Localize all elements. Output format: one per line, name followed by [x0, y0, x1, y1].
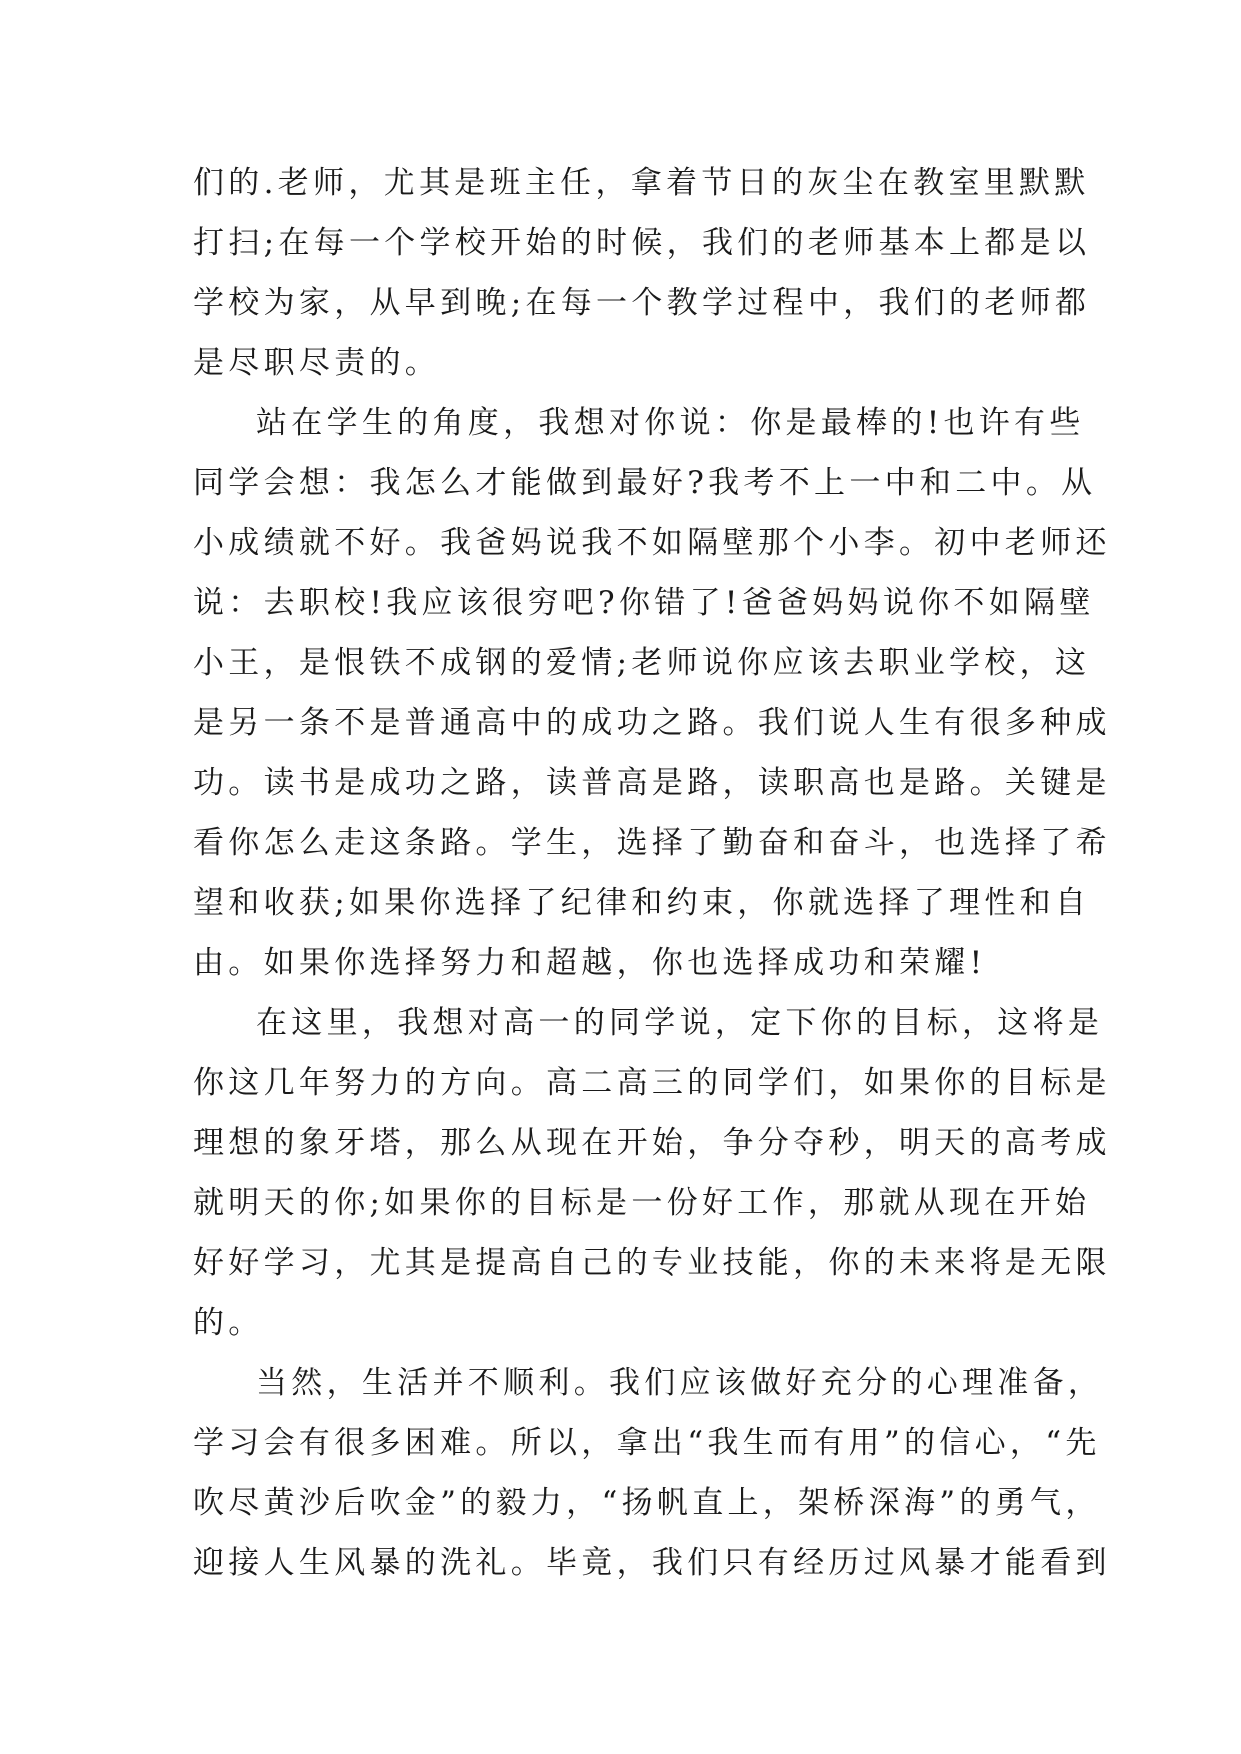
- text-line: 同学会想：我怎么才能做到最好?我考不上一中和二中。从: [193, 465, 1097, 501]
- text-line: 学校为家，从早到晚;在每一个教学过程中，我们的老师都: [193, 285, 1091, 321]
- text-line: 理想的象牙塔，那么从现在开始，争分夺秒，明天的高考成: [193, 1125, 1111, 1161]
- text-line: 的。: [193, 1305, 264, 1341]
- text-line: 学习会有很多困难。所以，拿出“我生而有用”的信心，“先: [193, 1425, 1101, 1461]
- text-line: 由。如果你选择努力和超越，你也选择成功和荣耀!: [193, 945, 987, 981]
- paragraph-first-line: 站在学生的角度，我想对你说：你是最棒的!也许有些: [256, 405, 1085, 441]
- text-line: 说：去职校!我应该很穷吧?你错了!爸爸妈妈说你不如隔壁: [193, 585, 1095, 621]
- text-line: 吹尽黄沙后吹金”的毅力，“扬帆直上，架桥深海”的勇气，: [193, 1485, 1101, 1521]
- text-line: 打扫;在每一个学校开始的时候，我们的老师基本上都是以: [193, 225, 1091, 261]
- text-line: 们的.老师，尤其是班主任，拿着节日的灰尘在教室里默默: [193, 165, 1090, 201]
- text-line: 是另一条不是普通高中的成功之路。我们说人生有很多种成: [193, 705, 1111, 741]
- text-line: 功。读书是成功之路，读普高是路，读职高也是路。关键是: [193, 765, 1111, 801]
- paragraph-first-line: 在这里，我想对高一的同学说，定下你的目标，这将是: [256, 1005, 1104, 1041]
- text-line: 你这几年努力的方向。高二高三的同学们，如果你的目标是: [193, 1065, 1111, 1101]
- text-line: 小成绩就不好。我爸妈说我不如隔壁那个小李。初中老师还: [193, 525, 1111, 561]
- text-line: 好好学习，尤其是提高自己的专业技能，你的未来将是无限: [193, 1245, 1111, 1281]
- text-line: 就明天的你;如果你的目标是一份好工作，那就从现在开始: [193, 1185, 1091, 1221]
- text-line: 迎接人生风暴的洗礼。毕竟，我们只有经历过风暴才能看到: [193, 1545, 1111, 1581]
- text-line: 是尽职尽责的。: [193, 345, 441, 381]
- text-line: 看你怎么走这条路。学生，选择了勤奋和奋斗，也选择了希: [193, 825, 1111, 861]
- paragraph-first-line: 当然，生活并不顺利。我们应该做好充分的心理准备，: [256, 1365, 1104, 1401]
- text-line: 望和收获;如果你选择了纪律和约束，你就选择了理性和自: [193, 885, 1091, 921]
- text-line: 小王，是恨铁不成钢的爱情;老师说你应该去职业学校，这: [193, 645, 1091, 681]
